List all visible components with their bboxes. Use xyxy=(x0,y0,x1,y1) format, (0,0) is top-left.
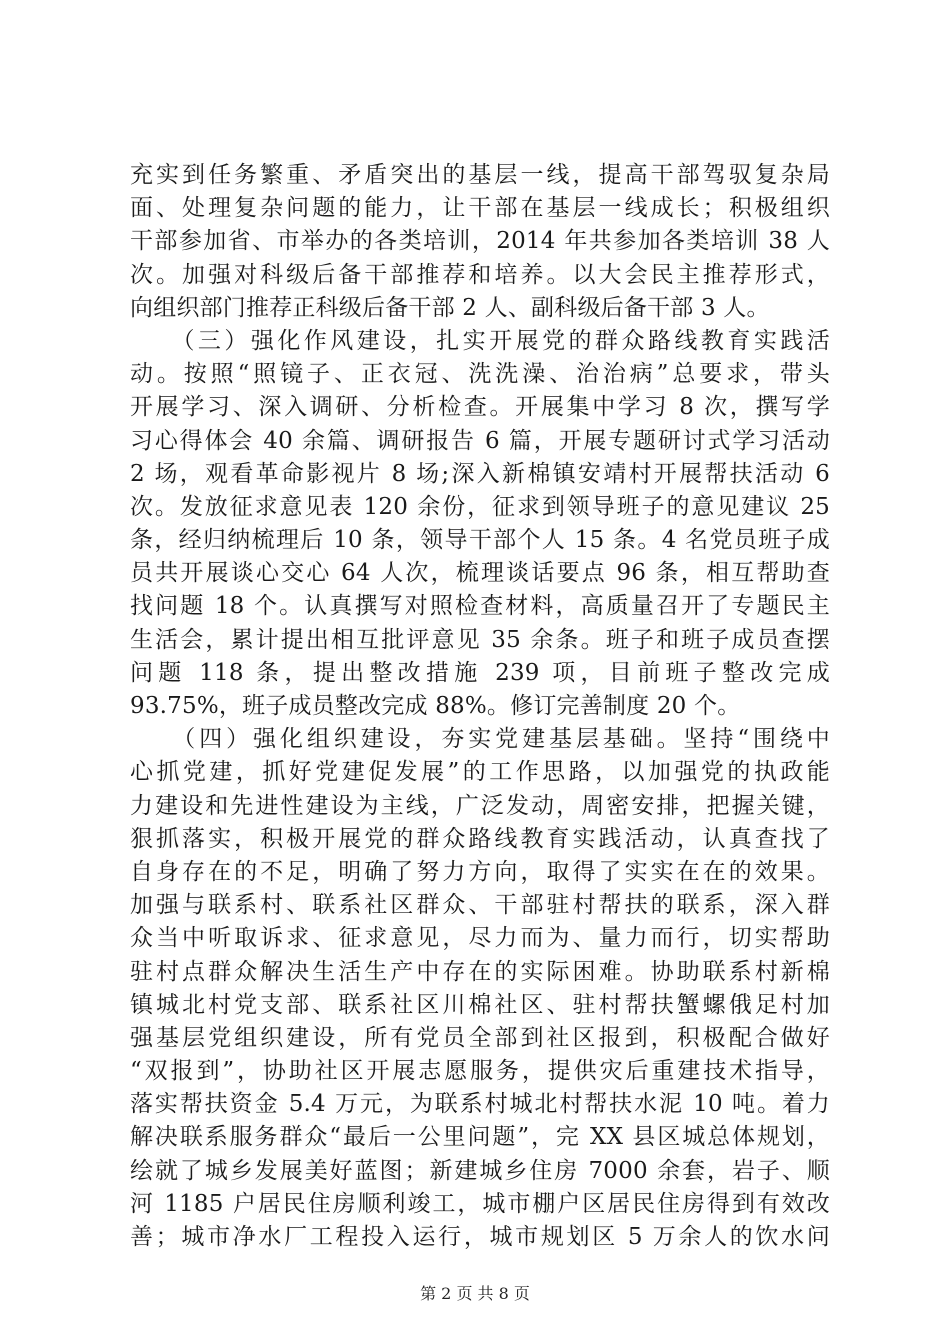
text-line: 河 1185 户居民住房顺利竣工，城市棚户区居民住房得到有效改 xyxy=(130,1190,830,1217)
text-line: 众当中听取诉求、征求意见，尽力而为、量力而行，切实帮助 xyxy=(130,925,830,952)
text-line: 镇城北村党支部、联系社区川棉社区、驻村帮扶蟹螺俄足村加 xyxy=(130,991,830,1018)
text-line: 开展学习、深入调研、分析检查。开展集中学习 8 次，撰写学 xyxy=(130,394,830,421)
text-line: 向组织部门推荐正科级后备干部 2 人、副科级后备干部 3 人。 xyxy=(130,294,770,321)
text-line: 面、处理复杂问题的能力，让干部在基层一线成长；积极组织 xyxy=(130,195,830,222)
text-line: 落实帮扶资金 5.4 万元，为联系村城北村帮扶水泥 10 吨。着力 xyxy=(130,1091,830,1118)
body-text xyxy=(130,159,830,1254)
text-line: （四）强化组织建设，夯实党建基层基础。坚持“围绕中 xyxy=(130,726,830,753)
text-line: 问题 118 条，提出整改措施 239 项，目前班子整改完成 xyxy=(130,659,830,686)
text-line: “双报到”，协助社区开展志愿服务，提供灾后重建技术指导， xyxy=(130,1058,830,1085)
text-line: 狠抓落实，积极开展党的群众路线教育实践活动，认真查找了 xyxy=(130,825,830,852)
text-line: 强基层党组织建设，所有党员全部到社区报到，积极配合做好 xyxy=(130,1024,830,1051)
text-line: 加强与联系村、联系社区群众、干部驻村帮扶的联系，深入群 xyxy=(130,892,830,919)
text-line: 员共开展谈心交心 64 人次，梳理谈话要点 96 条，相互帮助查 xyxy=(130,560,830,587)
text-line: 解决联系服务群众“最后一公里问题”，完 XX 县区城总体规划， xyxy=(130,1124,830,1151)
text-line: 2 场，观看革命影视片 8 场;深入新棉镇安靖村开展帮扶活动 6 xyxy=(130,460,830,487)
text-line: （三）强化作风建设，扎实开展党的群众路线教育实践活 xyxy=(130,327,830,354)
text-line: 心抓党建，抓好党建促发展”的工作思路，以加强党的执政能 xyxy=(130,759,830,786)
text-line: 习心得体会 40 余篇、调研报告 6 篇，开展专题研讨式学习活动 xyxy=(130,427,830,454)
text-line: 充实到任务繁重、矛盾突出的基层一线，提高干部驾驭复杂局 xyxy=(130,162,830,188)
text-line: 绘就了城乡发展美好蓝图；新建城乡住房 7000 余套，岩子、顺 xyxy=(130,1157,830,1184)
text-line: 次。加强对科级后备干部推荐和培养。以大会民主推荐形式， xyxy=(130,261,830,288)
text-line: 驻村点群众解决生活生产中存在的实际困难。协助联系村新棉 xyxy=(130,958,830,985)
text-line: 条，经归纳梳理后 10 条，领导干部个人 15 条。4 名党员班子成 xyxy=(130,527,830,554)
text-line: 自身存在的不足，明确了努力方向，取得了实实在在的效果。 xyxy=(130,858,830,885)
text-line: 生活会，累计提出相互批评意见 35 余条。班子和班子成员查摆 xyxy=(130,626,830,653)
text-line: 次。发放征求意见表 120 余份，征求到领导班子的意见建议 25 xyxy=(130,493,830,520)
text-line: 善；城市净水厂工程投入运行，城市规划区 5 万余人的饮水问 xyxy=(130,1224,830,1250)
text-line: 找问题 18 个。认真撰写对照检查材料，高质量召开了专题民主 xyxy=(130,593,830,620)
page-number-footer: 第 2 页 共 8 页 xyxy=(420,1284,530,1303)
text-line: 力建设和先进性建设为主线，广泛发动，周密安排，把握关键， xyxy=(130,792,830,819)
text-line: 93.75%，班子成员整改完成 88%。修订完善制度 20 个。 xyxy=(130,693,741,719)
text-line: 动。按照“照镜子、正衣冠、洗洗澡、治治病”总要求，带头 xyxy=(130,361,830,388)
text-line: 干部参加省、市举办的各类培训，2014 年共参加各类培训 38 人 xyxy=(130,228,830,255)
